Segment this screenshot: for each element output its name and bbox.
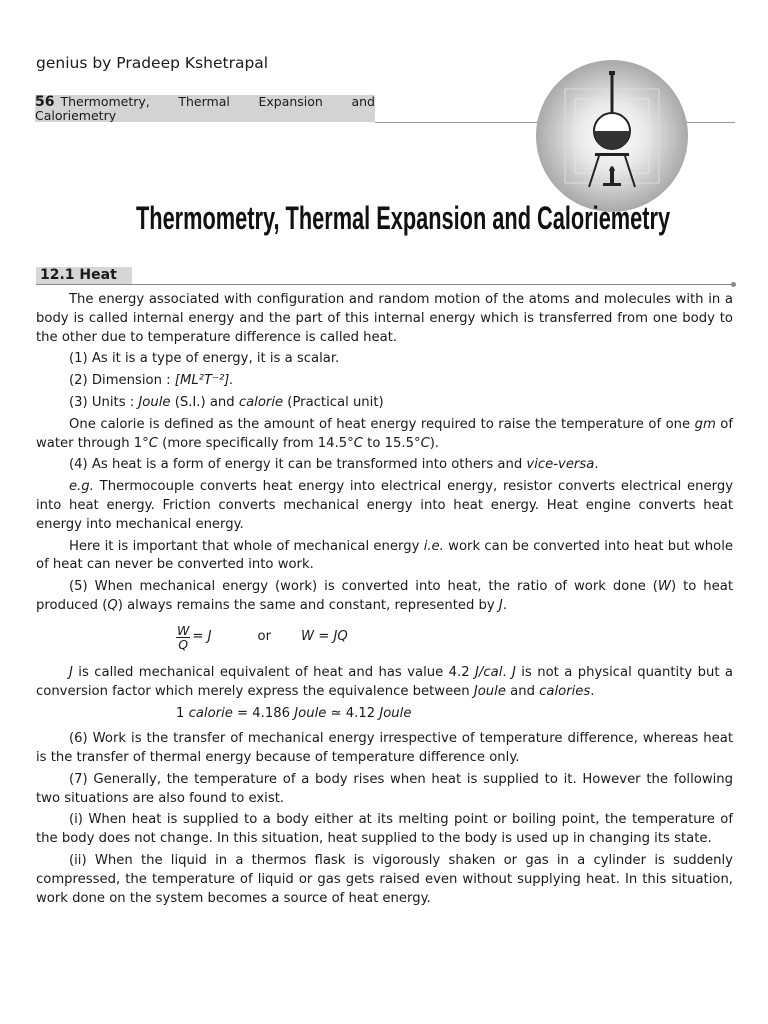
item-3: (3) Units : Joule (S.I.) and calorie (Practical unit)	[69, 394, 384, 410]
chapter-header-bar	[35, 95, 375, 122]
item-7: (7) Generally, the temperature of a body rises when heat is supplied to it. However the following two situations are also found to exist.	[36, 771, 733, 806]
item-1: (1) As it is a type of energy, it is a scalar.	[69, 351, 340, 367]
mechanical-equivalent-paragraph: J is called mechanical equivalent of heat and has value 4.2 J/cal. J is not a physical quantity but a conversion factor which merely express the equivalence between Joule and calories.	[36, 664, 733, 699]
section-rule-dot	[731, 282, 736, 287]
page-title: Thermometry, Thermal Expansion and Caloriemetry	[136, 200, 671, 236]
section-rule	[36, 284, 733, 285]
brand-header: genius by Pradeep Kshetrapal	[36, 54, 269, 72]
chapter-word: Thermometry,	[60, 95, 150, 109]
item-7-i: (i) When heat is supplied to a body either at its melting point or boiling point, the temperature of the body does not change. In this situation, heat supplied to the body is used up in changing its state.	[36, 812, 733, 847]
item-7-ii: (ii) When the liquid in a thermos flask is vigorously shaken or gas in a cylinder is suddenly compressed, the temperature of liquid or gas gets raised even without supplying heat. In this situation, work done on the system becomes a source of heat energy.	[36, 852, 733, 906]
thermometer-flask-icon	[535, 59, 689, 213]
chapter-word: Thermal	[178, 95, 230, 109]
body-content	[36, 291, 733, 911]
section-heading: 12.1 Heat	[36, 267, 132, 284]
work-heat-paragraph: Here it is important that whole of mechanical energy i.e. work can be converted into heat but whole of heat can never be converted into work.	[36, 538, 733, 573]
item-2: (2) Dimension : [ML²T⁻²].	[69, 373, 234, 389]
page-number: 56	[35, 95, 55, 110]
item-6: (6) Work is the transfer of mechanical energy irrespective of temperature difference, whereas heat is the transfer of thermal energy because of temperature difference only.	[36, 731, 733, 765]
calorie-definition: One calorie is defined as the amount of heat energy required to raise the temperature of one gm of water through 1°C (more specifically from 14.5°C to 15.5°C).	[36, 416, 733, 451]
equation-calorie-joule: 1 calorie = 4.186 Joule ≃ 4.12 Joule	[176, 706, 412, 722]
chapter-word: Expansion	[258, 95, 323, 109]
paragraph-intro: The energy associated with configuration and random motion of the atoms and molecules with in a body is called internal energy and the part of this internal energy which is transferred from one body to the other due to temperature difference is called heat.	[36, 292, 733, 345]
item-5: (5) When mechanical energy (work) is converted into heat, the ratio of work done (W) to heat produced (Q) always remains the same and constant, represented by J.	[36, 579, 733, 613]
chapter-line-2: Caloriemetry	[35, 108, 117, 122]
fraction: $\frac{W}{Q}$	[177, 623, 190, 653]
equation-w-over-q: $\frac{W}{Q}$ = J or W = JQ	[177, 623, 348, 653]
example-paragraph: e.g. Thermocouple converts heat energy into electrical energy, resistor converts electrical energy into heat energy. Friction converts mechanical energy into heat energy. Heat engine converts heat energy into mechanical energy.	[36, 479, 733, 532]
chapter-word: and	[351, 95, 375, 109]
item-4: (4) As heat is a form of energy it can be transformed into others and vice-versa.	[69, 457, 599, 473]
